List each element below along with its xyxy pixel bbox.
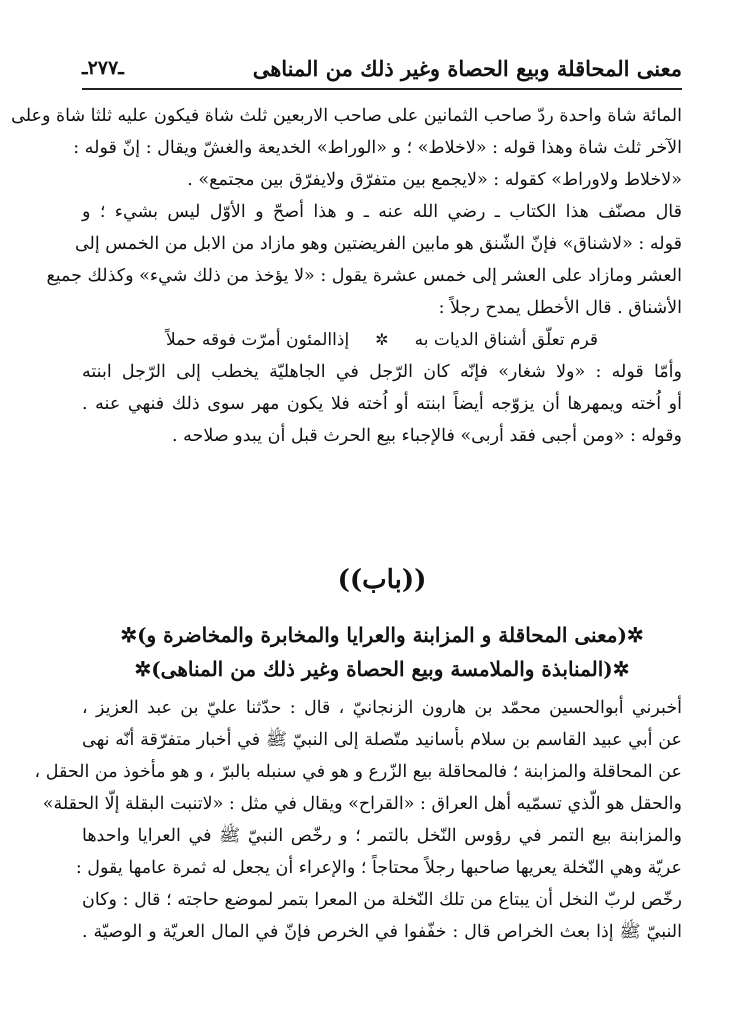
verse-second-hemistich: إذاالمئون أمرّت فوقه حملاً: [165, 330, 350, 350]
verse-separator: ✲: [375, 330, 389, 349]
text-line: أو اُخته ويمهرها أن يزوّجه أيضاً ابنته أو اُخته فلا يكون مهر سوى ذلك فنهي عنه .: [82, 394, 682, 414]
page-number: ـ٢٧٧ـ: [82, 57, 124, 79]
text-line: عريّة وهي النّخلة يعريها صاحبها رجلاً محتاجاً ؛ والإعراء أن يجعل له ثمرة عامها يقول :: [75, 858, 682, 878]
text-line: «لاخلاط ولاوراط» كقوله : «لايجمع بين متفرّق ولايفرّق بين مجتمع» .: [187, 170, 682, 190]
running-title: معنى المحاقلة وبيع الحصاة وغير ذلك من المناهى: [252, 55, 682, 81]
chapter-section: [34, 560, 682, 948]
text-line: الآخر ثلث شاة وهذا قوله : «لاخلاط» ؛ و «الوراط» الخديعة والغشّ ويقال : إنّ قوله :: [73, 138, 682, 158]
text-line: رخّص لربّ النخل أن يبتاع من تلك النّخلة من المعرا بتمر لموضع حاجته ؛ قال : وكان: [82, 890, 682, 910]
chapter-heading-line: ✲(معنى المحاقلة و المزابنة والعرايا والمخابرة والمخاضرة و)✲: [120, 623, 644, 647]
verse-first-hemistich: قرم تعلّق أشناق الديات به: [414, 330, 599, 350]
poetry-verse: [82, 324, 682, 356]
text-line: عن المحاقلة والمزابنة ؛ فالمحاقلة بيع الزّرع و هو في سنبله بالبرّ ، و هو مأخوذ من الحقل ،: [34, 762, 682, 782]
text-line: النبيّ ﷺ إذا بعث الخراص قال : خفّفوا في الخرص فإنّ في المال العريّة و الوصيّة .: [82, 922, 682, 942]
main-text: [11, 100, 682, 452]
text-line: والحقل هو الّذي تسمّيه أهل العراق : «القراح» ويقال في مثل : «لاتنبت البقلة إلّا الحقلة»: [42, 794, 682, 814]
text-line: عن أبي عبيد القاسم بن سلام بأسانيد متّصلة إلى النبيّ ﷺ في أخبار متفرّقة أنّه نهى: [82, 730, 682, 750]
text-line: الأشناق . قال الأخطل يمدح رجلاً :: [438, 298, 682, 318]
text-line: وأمّا قوله : «ولا شغار» فإنّه كان الرّجل في الجاهليّة يخطب إلى الرّجل ابنته: [82, 362, 682, 382]
text-line: العشر ومازاد على العشر إلى خمس عشرة يقول : «لا يؤخذ من ذلك شيء» وكذلك جميع: [46, 266, 682, 286]
text-line: أخبرني أبوالحسين محمّد بن هارون الزنجانيّ ، قال : حدّثنا عليّ بن عبد العزيز ،: [82, 698, 682, 718]
text-line: قال مصنّف هذا الكتاب ـ رضي الله عنه ـ و هذا أصحّ و الأوّل ليس بشيء ؛ و: [82, 202, 682, 222]
page-header: [82, 48, 682, 90]
text-line: المائة شاة واحدة ردّ صاحب الثمانين على صاحب الاربعين ثلث شاة فيكون عليه ثلثا شاة وعلى: [11, 106, 682, 126]
text-line: والمزابنة بيع التمر في رؤوس النّخل بالتمر ؛ و رخّص النبيّ ﷺ في العرايا واحدها: [82, 826, 682, 846]
chapter-heading-line: ✲(المنابذة والملامسة وبيع الحصاة وغير ذلك من المناهى)✲: [134, 657, 630, 681]
text-line: قوله : «لاشناق» فإنّ الشّنق هو مابين الفريضتين وهو مازاد من الابل من الخمس إلى: [74, 234, 682, 254]
text-line: وقوله : «ومن أجبى فقد أربى» فالإجباء بيع الحرث قبل أن يبدو صلاحه .: [172, 426, 682, 446]
chapter-title: ((باب)): [337, 565, 427, 595]
chapter-text: [34, 692, 682, 948]
